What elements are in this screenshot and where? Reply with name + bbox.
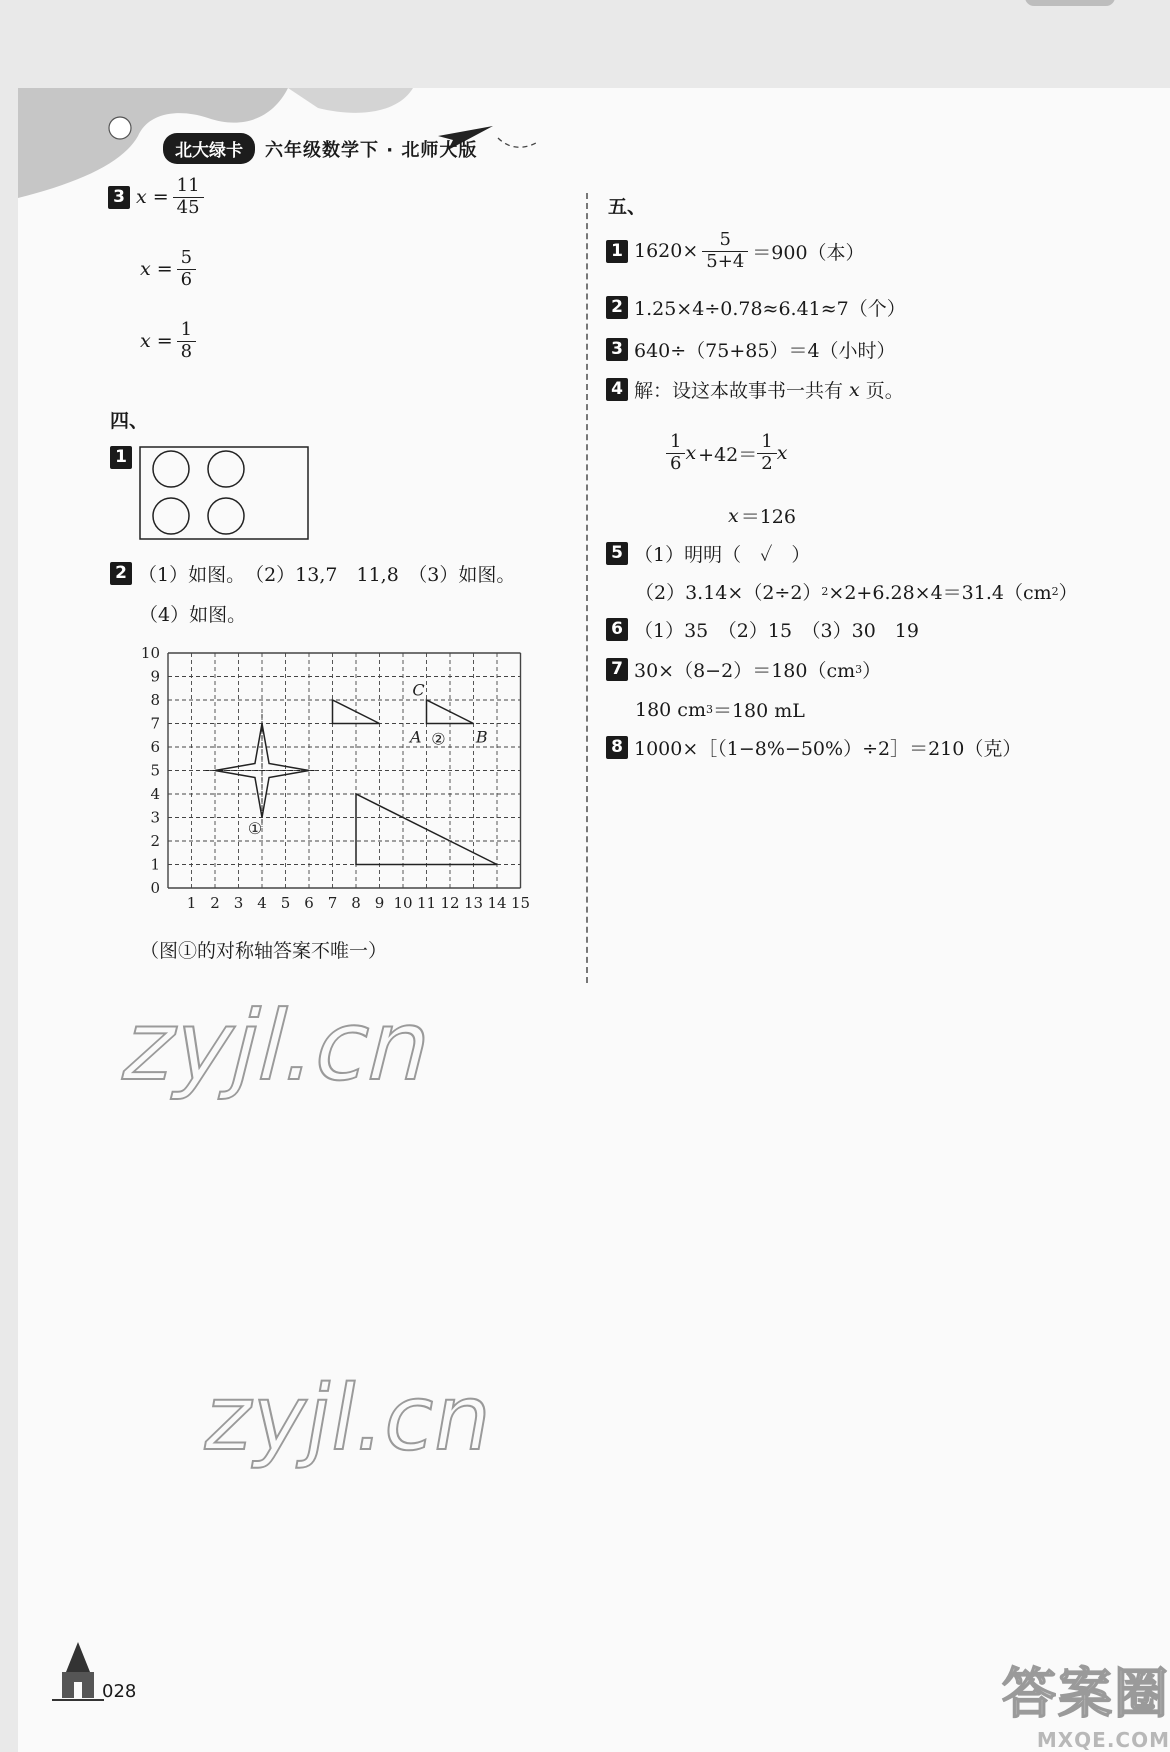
question-number: 3: [108, 186, 130, 209]
y-tick-label: 4: [150, 785, 160, 803]
question-number: 5: [606, 542, 628, 565]
y-tick-label: 2: [150, 832, 160, 850]
left-q3-row1: [108, 176, 202, 218]
equation-mid: +42＝: [698, 443, 758, 466]
a7-l1b: ）: [862, 660, 882, 682]
variable: x: [849, 378, 860, 401]
x-tick-label: 5: [280, 894, 291, 910]
fraction: $\frac{5}{5+4}$: [704, 230, 746, 272]
x-tick-label: 15: [510, 894, 531, 910]
question-number: 1: [110, 446, 132, 469]
series-badge: 北大绿卡: [163, 133, 255, 164]
watermark-zyjl-1: zyjl.cn: [112, 990, 445, 1102]
y-tick-label: 0: [150, 879, 160, 897]
label-figure-2: ②: [431, 729, 446, 749]
x-tick-label: 1: [186, 894, 197, 910]
y-tick-label: 8: [150, 691, 160, 709]
left-q3-row3: [140, 320, 194, 362]
four-circles-rectangle: [139, 446, 311, 542]
right-a7-line1: [606, 656, 881, 683]
question-number: 2: [606, 296, 628, 319]
castle-icon: [50, 1640, 106, 1704]
coordinate-grid-figure: [128, 640, 548, 910]
variable: x: [685, 442, 697, 465]
x-tick-label: 2: [210, 894, 220, 910]
a6-text: （1）35 （2）15 （3）30 19: [634, 620, 919, 642]
y-tick-label: 1: [150, 855, 160, 874]
section-four-heading: 四、: [110, 410, 149, 432]
label-b: B: [475, 727, 488, 747]
equals: =: [152, 186, 169, 209]
a4-tail: 页。: [865, 380, 904, 402]
a7-l2b: ＝180 mL: [712, 700, 805, 722]
exponent: 3: [705, 703, 713, 716]
right-a4: [606, 376, 904, 403]
a5-l2b: ×2+6.28×4＝31.4（cm: [828, 582, 1052, 604]
exponent: 2: [821, 585, 829, 598]
watermark-logo-cn: 答案圈: [1002, 1662, 1170, 1725]
variable: x: [140, 330, 151, 353]
q2-answer-text: （1）如图。 （2）13,7 11,8 （3）如图。: [138, 564, 516, 586]
fraction: $\frac{5}{6}$: [179, 248, 194, 290]
left-note: [140, 936, 387, 963]
question-number: 2: [110, 562, 132, 585]
x-tick-label: 11: [416, 894, 437, 910]
question-number: 7: [606, 658, 628, 681]
question-number: 4: [606, 378, 628, 401]
variable: x: [136, 186, 147, 209]
right-a2: [606, 294, 906, 321]
a2-text: 1.25×4÷0.78≈6.41≈7（个）: [634, 298, 906, 320]
section-five-heading: 五、: [608, 196, 647, 218]
right-a3: [606, 336, 896, 363]
left-q3-row2: [140, 248, 194, 290]
note-text: （图①的对称轴答案不唯一）: [140, 940, 388, 962]
fraction: $\frac{1}{6}$: [668, 432, 683, 474]
a5-l2c: ）: [1058, 582, 1078, 604]
x-tick-label: 7: [327, 894, 338, 910]
y-tick-label: 6: [150, 738, 160, 756]
right-a5-line2: [635, 578, 1078, 605]
a7-l2a: 180 cm: [635, 698, 706, 721]
x-tick-label: 9: [374, 894, 385, 910]
x-tick-label: 4: [257, 894, 267, 910]
a1-pre: 1620×: [634, 240, 699, 263]
x-tick-label: 12: [440, 894, 460, 910]
watermark-zyjl-2: zyjl.cn: [196, 1366, 501, 1471]
large-triangle: [356, 794, 497, 865]
right-a5-line1: [606, 540, 810, 567]
y-tick-label: 10: [140, 644, 160, 662]
a5-line1: （1）明明（ ✓ ）: [634, 544, 811, 566]
right-a4-equation: [668, 432, 787, 474]
q2-answer-text-2: （4）如图。: [139, 604, 247, 626]
variable: x: [140, 258, 151, 281]
variable: x: [728, 504, 739, 527]
variable: x: [776, 442, 788, 465]
right-a8: [606, 734, 1021, 761]
a8-text: 1000×［（1−8%−50%）÷2］＝210（克）: [634, 738, 1022, 760]
x-tick-label: 10: [393, 894, 413, 910]
right-a6: [606, 616, 919, 643]
corner-watermark: [1002, 1651, 1170, 1752]
watermark-logo-en: MXQE.COM: [1036, 1728, 1170, 1752]
exponent: 3: [855, 663, 863, 676]
a5-l2a: （2）3.14×（2÷2）: [635, 582, 822, 604]
x-tick-label: 8: [351, 894, 361, 910]
a4-text: 解：设这本故事书一共有: [634, 380, 844, 402]
book-title: 六年级数学下 · 北师大版: [265, 139, 478, 161]
book-page: [18, 88, 1170, 1752]
y-tick-label: 7: [150, 714, 160, 733]
question-number: 6: [606, 618, 628, 641]
right-a1: [606, 230, 865, 272]
fraction: $\frac{11}{45}$: [175, 176, 202, 218]
fraction: $\frac{1}{2}$: [759, 432, 774, 474]
column-divider: [586, 193, 588, 983]
header-series: [163, 133, 477, 164]
question-number: 1: [606, 240, 628, 263]
page-number: 028: [102, 1681, 137, 1702]
label-figure-1: ①: [247, 818, 263, 838]
left-q2-line1: [110, 560, 515, 587]
a1-post: ＝900（本）: [752, 241, 865, 264]
y-tick-label: 3: [150, 808, 160, 827]
top-pill: [1025, 0, 1115, 6]
exponent: 2: [1051, 585, 1059, 598]
y-tick-label: 5: [150, 761, 160, 780]
a7-l1a: 30×（8−2）＝180（cm: [634, 660, 856, 682]
y-tick-label: 9: [150, 667, 160, 686]
right-a4-result: [728, 502, 796, 529]
label-c: C: [412, 680, 425, 700]
x-tick-label: 13: [463, 894, 484, 910]
left-q1: [110, 446, 132, 469]
right-a7-line2: [635, 696, 805, 723]
question-number: 8: [606, 736, 628, 759]
left-q2-line2: [139, 600, 246, 627]
x-tick-label: 3: [233, 894, 244, 910]
x-tick-label: 14: [487, 894, 507, 910]
label-a: A: [410, 727, 422, 747]
fraction: $\frac{1}{8}$: [179, 320, 194, 362]
a4-result: ＝126: [740, 506, 796, 528]
equals: =: [156, 258, 173, 281]
question-number: 3: [606, 338, 628, 361]
a3-text: 640÷（75+85）＝4（小时）: [634, 340, 896, 362]
x-tick-label: 6: [304, 894, 314, 910]
equals: =: [156, 330, 173, 353]
browser-top-bar: [0, 0, 1170, 26]
